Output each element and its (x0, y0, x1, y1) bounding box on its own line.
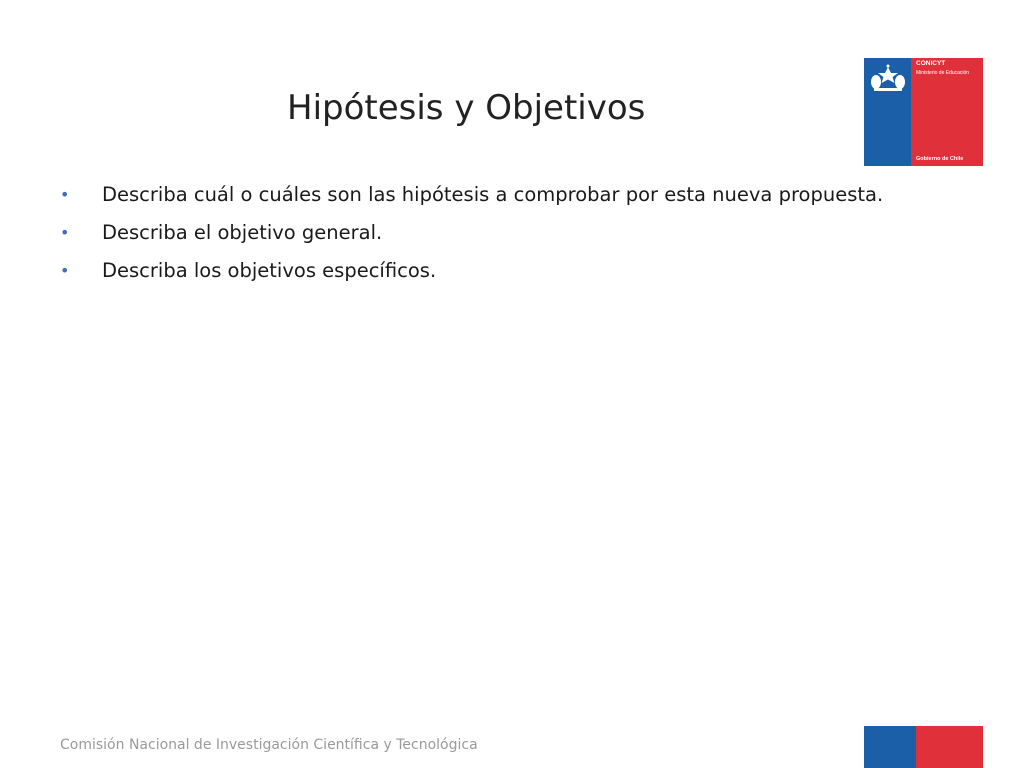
bullet-text: Describa los objetivos específicos. (102, 259, 437, 282)
logo-blue-panel (864, 58, 911, 166)
logo-red-panel (911, 58, 983, 166)
slide-title: Hipótesis y Objetivos (287, 88, 646, 128)
bullet-icon: • (60, 261, 70, 280)
bullet-list (60, 178, 883, 292)
footer-flag-blue (864, 726, 916, 768)
conicyt-logo (864, 58, 983, 166)
footer-flag (864, 726, 983, 768)
footer-flag-red (916, 726, 983, 768)
logo-org-name: CONICYT (916, 60, 946, 67)
footer-text: Comisión Nacional de Investigación Científica y Tecnológica (60, 737, 478, 753)
bullet-icon: • (60, 185, 70, 204)
bullet-item (60, 216, 883, 254)
logo-government: Gobierno de Chile (916, 156, 964, 162)
bullet-text: Describa cuál o cuáles son las hipótesis a comprobar por esta nueva propuesta. (102, 183, 884, 206)
logo-ministry: Ministerio de Educación (916, 70, 970, 76)
bullet-item (60, 178, 883, 216)
chile-coat-of-arms-icon (868, 64, 908, 94)
bullet-item (60, 254, 883, 292)
bullet-text: Describa el objetivo general. (102, 221, 383, 244)
bullet-icon: • (60, 223, 70, 242)
